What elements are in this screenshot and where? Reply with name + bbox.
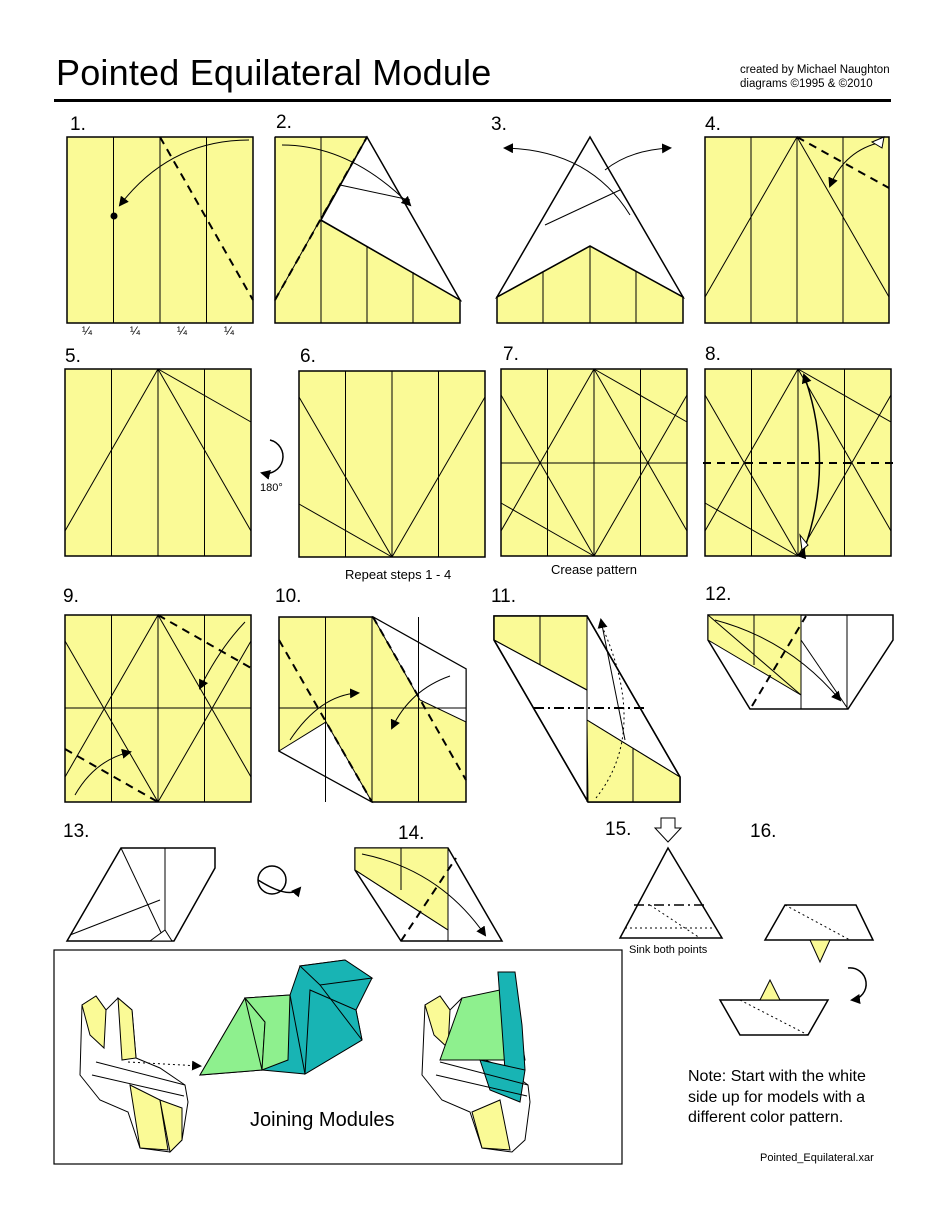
crease-caption: Crease pattern xyxy=(551,562,637,577)
step13-diagram xyxy=(67,848,300,941)
fold-arrow-icon xyxy=(605,148,670,170)
step-number: 4. xyxy=(705,114,721,135)
push-arrow-icon xyxy=(655,818,681,842)
step15-diagram xyxy=(620,818,722,938)
page-title: Pointed Equilateral Module xyxy=(56,52,492,93)
quarter-label: ¼ xyxy=(130,324,141,338)
step-number: 8. xyxy=(705,344,721,365)
quarter-label: ¼ xyxy=(82,324,93,338)
step1-square xyxy=(67,137,253,323)
step12-diagram xyxy=(708,615,893,709)
step-number: 7. xyxy=(503,344,519,365)
filename: Pointed_Equilateral.xar xyxy=(760,1152,874,1164)
step8-square xyxy=(703,369,893,556)
step9-square xyxy=(65,615,251,802)
step-number: 14. xyxy=(398,823,425,844)
rotate-label: 180° xyxy=(260,482,283,494)
step-number: 5. xyxy=(65,346,81,367)
quarter-label: ¼ xyxy=(177,324,188,338)
step11-diagram xyxy=(494,616,680,802)
credit-line-2: diagrams ©1995 & ©2010 xyxy=(740,78,873,90)
turn-over-icon xyxy=(258,866,286,894)
step10-diagram xyxy=(279,617,466,802)
step4-square xyxy=(705,137,889,323)
sink-caption: Sink both points xyxy=(629,944,708,956)
step3-diagram xyxy=(497,137,683,323)
step-number: 11. xyxy=(491,586,517,607)
step-number: 13. xyxy=(63,821,90,842)
credit-line-1: created by Michael Naughton xyxy=(740,64,890,76)
rotate-180-icon xyxy=(262,440,283,473)
step16-diagram xyxy=(720,905,873,1035)
step-number: 1. xyxy=(70,114,86,135)
step7-crease-pattern xyxy=(501,369,687,556)
step-number: 3. xyxy=(491,114,507,135)
step-number: 12. xyxy=(705,584,732,605)
step-number: 16. xyxy=(750,821,777,842)
step-number: 2. xyxy=(276,112,292,133)
repeat-caption: Repeat steps 1 - 4 xyxy=(345,567,452,582)
note-text: Note: Start with the white side up for models with a different color pattern. xyxy=(688,1068,866,1126)
step-number: 10. xyxy=(275,586,302,607)
quarter-label: ¼ xyxy=(224,324,235,338)
step14-diagram xyxy=(355,848,502,941)
step6-square xyxy=(299,371,485,557)
joining-caption: Joining Modules xyxy=(250,1109,395,1131)
step-number: 6. xyxy=(300,346,316,367)
step-number: 15. xyxy=(605,819,632,840)
step-number: 9. xyxy=(63,586,79,607)
step5-square xyxy=(65,369,283,556)
rotate-180-icon xyxy=(848,968,866,1000)
step2-diagram xyxy=(275,137,460,323)
joining-modules-figure xyxy=(80,960,530,1152)
